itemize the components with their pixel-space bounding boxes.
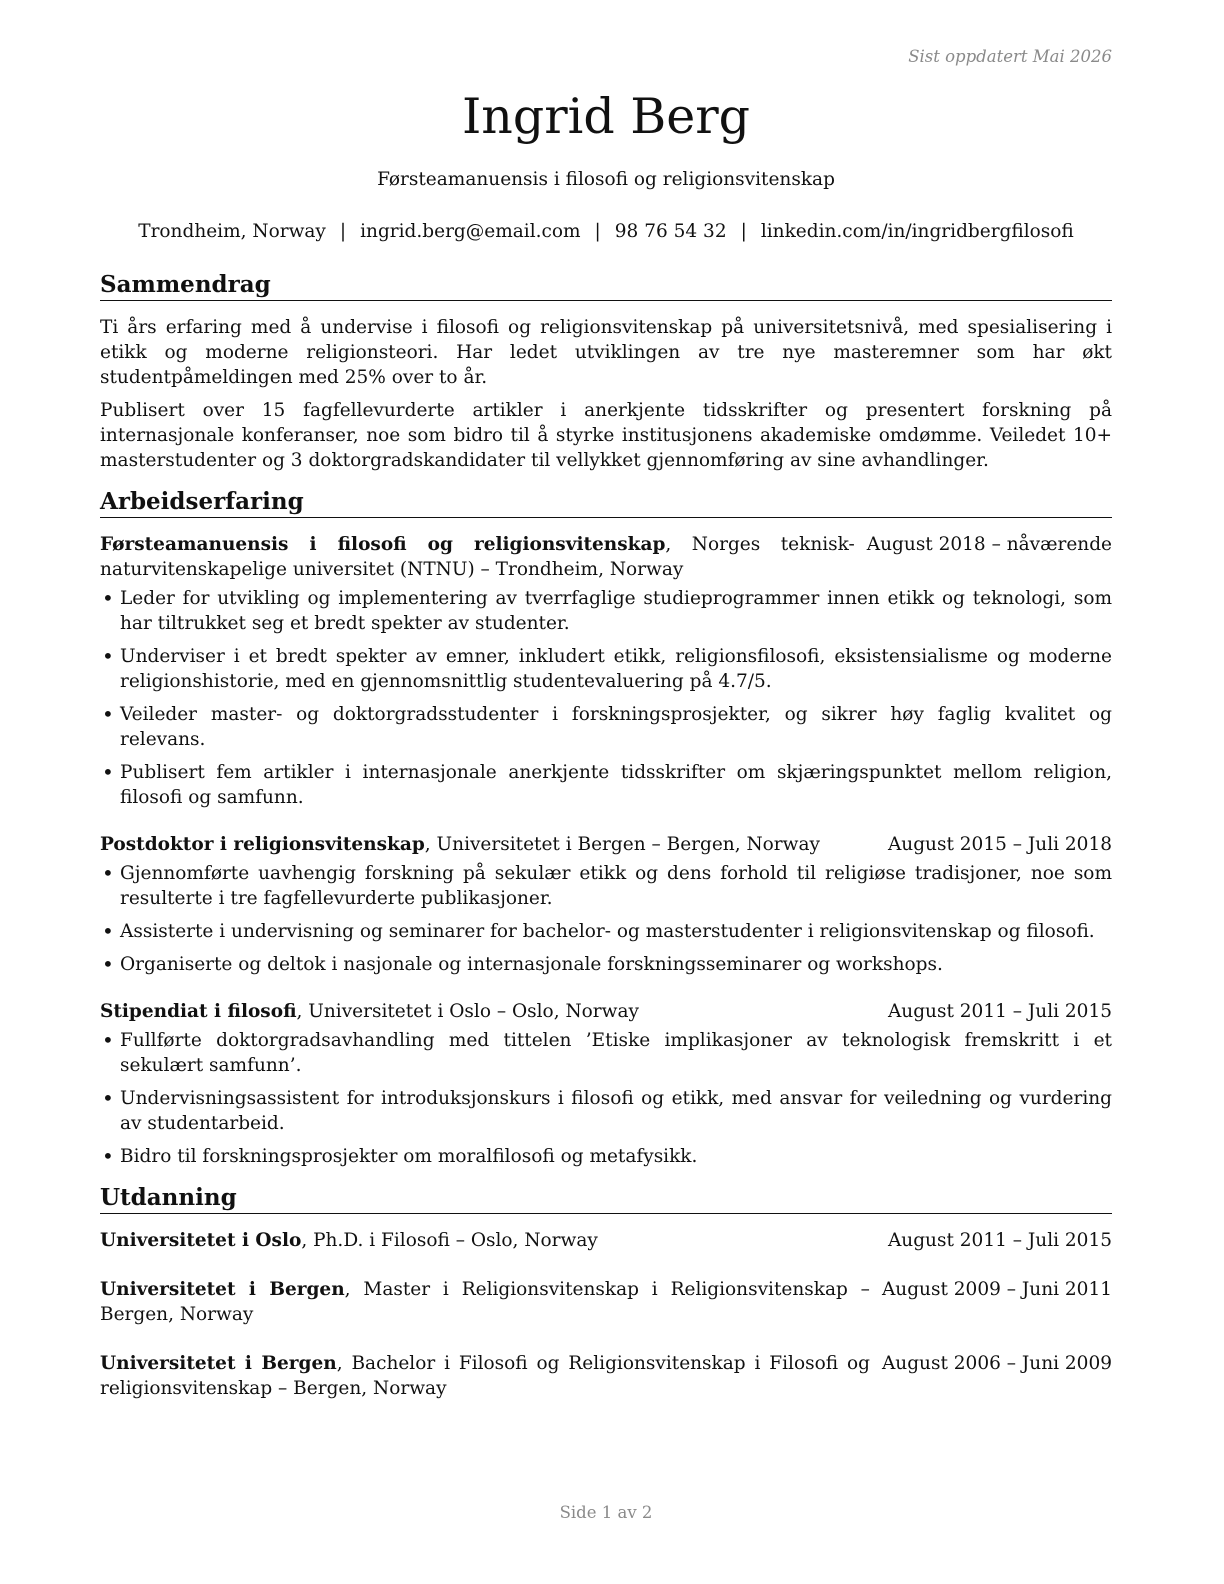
list-item: • Undervisningsassistent for introduksjonskurs i filosofi og etikk, med ansvar for veiledning og vurdering av studentarbeid.	[100, 1086, 1112, 1136]
section-heading-summary: Sammendrag	[100, 270, 1112, 301]
job-entry	[100, 832, 1112, 977]
section-heading-education: Utdanning	[100, 1183, 1112, 1214]
education-dates: August 2009 – Juni 2011	[881, 1279, 1112, 1300]
job-org: , Universitetet i Oslo – Oslo, Norway	[296, 1001, 639, 1022]
list-item: • Underviser i et bredt spekter av emner, inkludert etikk, religionsfilosofi, eksistensialisme og moderne religionshistorie, med en gjennomsnittlig studentevaluering på 4.7/5.	[100, 644, 1112, 694]
job-entry	[100, 532, 1112, 810]
job-org: , Universitetet i Bergen – Bergen, Norway	[424, 834, 820, 855]
job-org: , Norges teknisk-naturvitenskapelige universitet (NTNU) – Trondheim, Norway	[100, 534, 855, 580]
education-school: Universitetet i Oslo	[100, 1230, 302, 1251]
job-entry	[100, 999, 1112, 1169]
job-dates: August 2011 – Juli 2015	[887, 1001, 1112, 1022]
page-number: Side 1 av 2	[559, 1503, 653, 1522]
job-bullets	[100, 586, 1112, 810]
education-detail: , Ph.D. i Filosofi – Oslo, Norway	[301, 1230, 598, 1251]
education-school: Universitetet i Bergen	[100, 1279, 345, 1300]
person-title: Førsteamanuensis i filosofi og religionsvitenskap	[377, 169, 835, 190]
job-dates: August 2015 – Juli 2018	[887, 834, 1112, 855]
summary-paragraph: Ti års erfaring med å undervise i filosofi og religionsvitenskap på universitetsnivå, med spesialisering i etikk og moderne religionsteori. Har ledet utviklingen av tre nye masteremner som har økt studentpåmeldingen med 25% over to år.	[100, 317, 1112, 388]
list-item: • Gjennomførte uavhengig forskning på sekulær etikk og dens forhold til religiøse tradisjoner, noe som resulterte i tre fagfellevurderte publikasjoner.	[100, 861, 1112, 911]
education-dates: August 2006 – Juni 2009	[881, 1353, 1112, 1374]
job-bullets	[100, 1028, 1112, 1169]
job-bullets	[100, 861, 1112, 977]
list-item: • Leder for utvikling og implementering av tverrfaglige studieprogrammer innen etikk og teknologi, som har tiltrukket seg et bredt spekter av studenter.	[100, 586, 1112, 636]
list-item: • Publisert fem artikler i internasjonale anerkjente tidsskrifter om skjæringspunktet mellom religion, filosofi og samfunn.	[100, 760, 1112, 810]
job-header	[100, 532, 1112, 582]
contact-separator: |	[740, 221, 747, 242]
list-item: • Organiserte og deltok i nasjonale og internasjonale forskningsseminarer og workshops.	[100, 952, 1112, 977]
list-item: • Assisterte i undervisning og seminarer for bachelor- og masterstudenter i religionsvitenskap og filosofi.	[100, 919, 1112, 944]
section-heading-experience: Arbeidserfaring	[100, 487, 1112, 518]
contact-separator: |	[594, 221, 601, 242]
education-dates: August 2011 – Juli 2015	[887, 1230, 1112, 1251]
job-header	[100, 999, 1112, 1024]
last-updated: Sist oppdatert Mai 2026	[908, 47, 1112, 66]
summary-paragraph: Publisert over 15 fagfellevurderte artikler i anerkjente tidsskrifter og presentert forskning på internasjonale konferanser, noe som bidro til å styrke institusjonens akademiske omdømme. Veiledet 10+ masterstudenter og 3 doktorgradskandidater til vellykket gjennomføring av sine avhandlinger.	[100, 400, 1112, 471]
contact-linkedin[interactable]: linkedin.com/in/ingridbergfilosofi	[760, 221, 1074, 242]
contact-phone: 98 76 54 32	[614, 221, 727, 242]
contact-separator: |	[339, 221, 347, 242]
job-role: Stipendiat i filosofi	[100, 1001, 297, 1022]
list-item: • Fullførte doktorgradsavhandling med tittelen ’Etiske implikasjoner av teknologisk fremskritt i et sekulært samfunn’.	[100, 1028, 1112, 1078]
contact-email[interactable]: ingrid.berg@email.com	[360, 221, 581, 242]
job-dates: August 2018 – nåværende	[866, 534, 1112, 555]
contact-line	[100, 219, 1112, 244]
person-name: Ingrid Berg	[461, 88, 751, 145]
job-role: Førsteamanuensis i filosofi og religionsvitenskap	[100, 534, 666, 555]
list-item: • Bidro til forskningsprosjekter om moralfilosofi og metafysikk.	[100, 1144, 1112, 1169]
job-role: Postdoktor i religionsvitenskap	[100, 834, 425, 855]
resume-page	[100, 0, 1112, 1584]
education-detail: , Bachelor i Filosofi og Religionsvitenskap i Filosofi og religionsvitenskap – Bergen, Norway	[100, 1353, 870, 1399]
contact-location: Trondheim, Norway	[138, 221, 326, 242]
job-header	[100, 832, 1112, 857]
resume-content	[100, 270, 1112, 1401]
education-detail: , Master i Religionsvitenskap i Religionsvitenskap – Bergen, Norway	[100, 1279, 870, 1325]
education-entry	[100, 1351, 1112, 1401]
list-item: • Veileder master- og doktorgradsstudenter i forskningsprosjekter, og sikrer høy faglig kvalitet og relevans.	[100, 702, 1112, 752]
education-entry	[100, 1228, 1112, 1253]
education-school: Universitetet i Bergen	[100, 1353, 337, 1374]
education-entry	[100, 1277, 1112, 1327]
